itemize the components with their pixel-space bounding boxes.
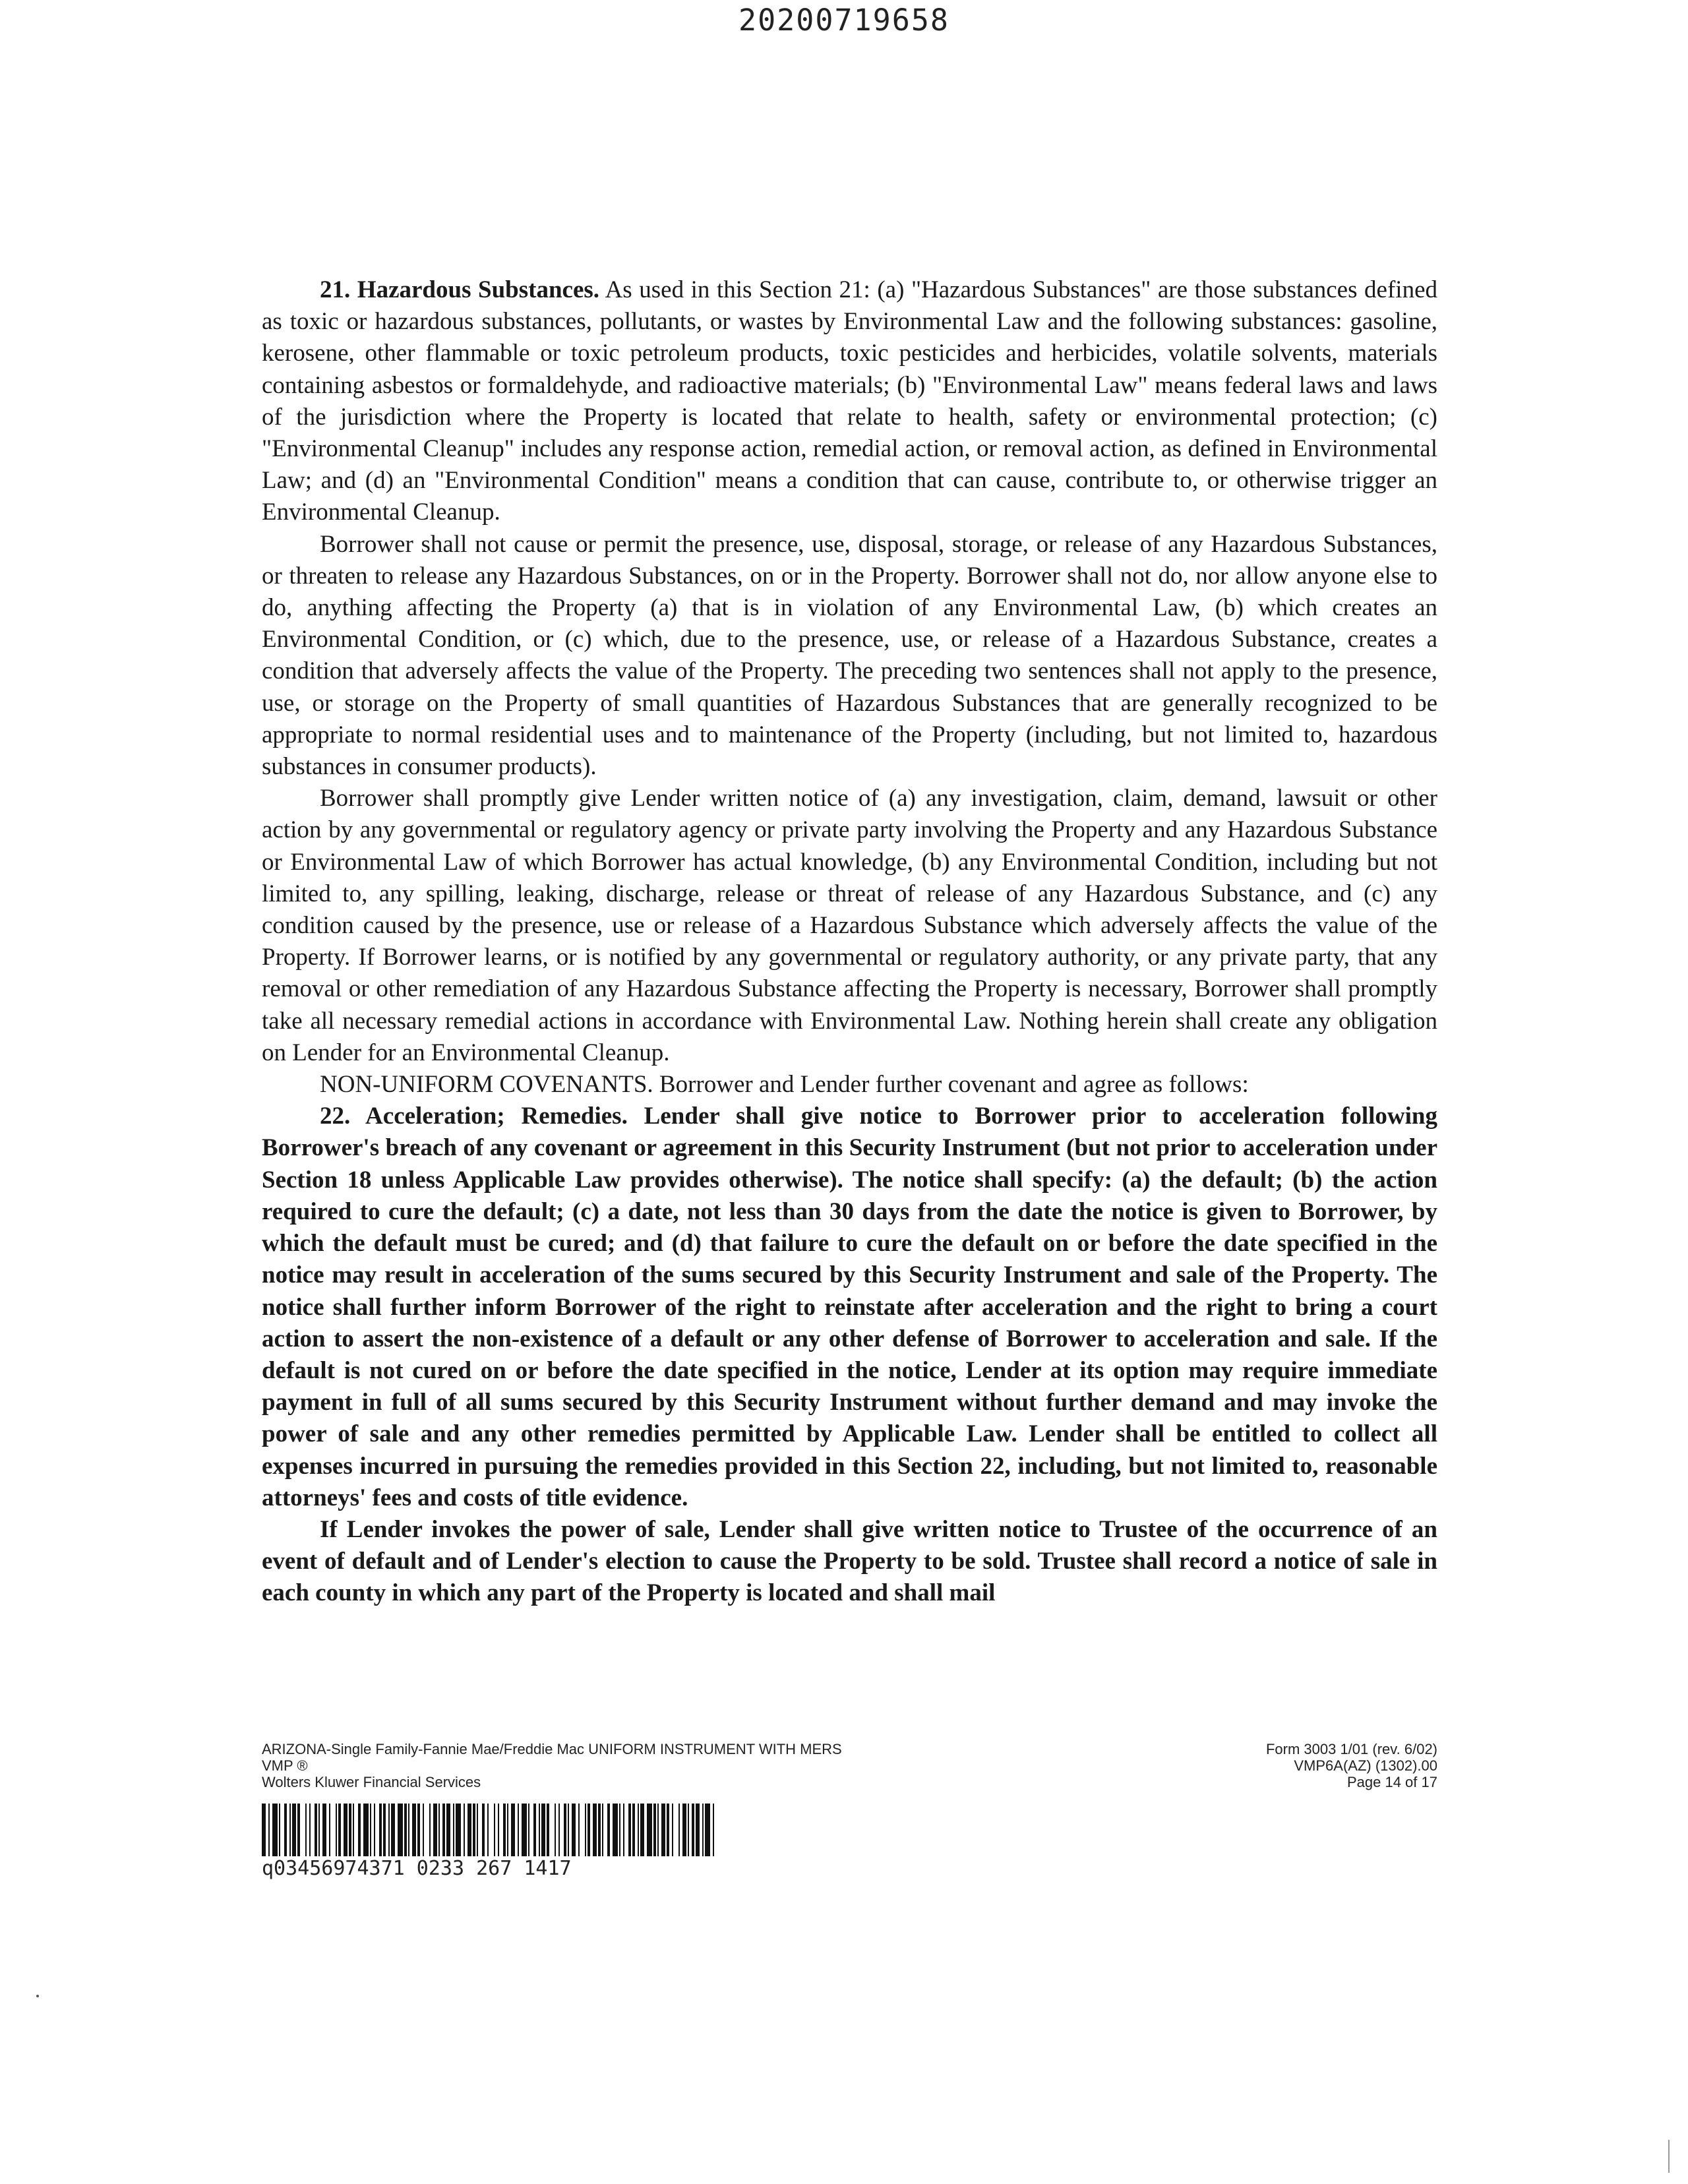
- document-body: [262, 274, 1437, 1610]
- footer-form-number: [989, 1741, 1437, 1790]
- barcode-icon: [262, 1804, 717, 1856]
- recording-number: 20200719658: [738, 3, 950, 38]
- footer-form-id: Form 3003 1/01 (rev. 6/02): [1265, 1741, 1437, 1757]
- section-21-paragraph-2: Borrower shall not cause or permit the presence, use, disposal, storage, or release of any Hazardous Substances, or threaten to release any Hazardous Substances, on or in the Property. Borrower shall not do, nor allow anyone else to do, anything affecting the Property (a) that is in violation of any Environmental Law, (b) which creates an Environmental Condition, or (c) which, due to the presence, use, or release of a Hazardous Substance, creates a condition that adversely affects the value of the Property. The preceding two sentences shall not apply to the presence, use, or storage on the Property of small quantities of Hazardous Substances that are generally recognized to be appropriate to normal residential uses and to maintenance of the Property (including, but not limited to, hazardous substances in consumer products).: [262, 530, 1437, 781]
- section-21-paragraph-1: [262, 274, 1437, 529]
- footer-form-title: ARIZONA-Single Family-Fannie Mae/Freddie Mac UNIFORM INSTRUMENT WITH MERS: [262, 1741, 842, 1757]
- footer-page-number: Page 14 of 17: [1346, 1774, 1437, 1790]
- scan-artifact-mark: [1668, 2140, 1670, 2173]
- scan-artifact-dot: [36, 1995, 39, 1997]
- section-22-paragraph-1: 22. Acceleration; Remedies. Lender shall give notice to Borrower prior to acceleration following Borrower's breach of any covenant or agreement in this Security Instrument (but not prior to acceleration under Section 18 unless Applicable Law provides otherwise). The notice shall specify: (a) the default; (b) the action required to cure the default; (c) a date, not less than 30 days from the date the notice is given to Borrower, by which the default must be cured; and (d) that failure to cure the default on or before the date specified in the notice may result in acceleration of the sums secured by this Security Instrument and sale of the Property. The notice shall further inform Borrower of the right to reinstate after acceleration and the right to bring a court action to assert the non-existence of a default or any other defense of Borrower to acceleration and sale. If the default is not cured on or before the date specified in the notice, Lender at its option may require immediate payment in full of all sums secured by this Security Instrument without further demand and may invoke the power of sale and any other remedies permitted by Applicable Law. Lender shall be entitled to collect all expenses incurred in pursuing the remedies provided in this Section 22, including, but not limited to, reasonable attorneys' fees and costs of title evidence.: [262, 1103, 1437, 1511]
- section-21-text-1: As used in this Section 21: (a) "Hazardous Substances" are those substances defined as toxic or hazardous substances, pollutants, or wastes by Environmental Law and the following substances: gasoline, kerosene, other flammable or toxic petroleum products, toxic pesticides and herbicides, volatile solvents, materials containing asbestos or formaldehyde, and radioactive materials; (b) "Environmental Law" means federal laws and laws of the jurisdiction where the Property is located that relate to health, safety or environmental protection; (c) "Environmental Cleanup" includes any response action, remedial action, or removal action, as defined in Environmental Law; and (d) an "Environmental Condition" means a condition that can cause, contribute to, or otherwise trigger an Environmental Cleanup.: [262, 276, 1437, 526]
- footer-form-info: [262, 1741, 842, 1790]
- non-uniform-covenants: NON-UNIFORM COVENANTS. Borrower and Lender further covenant and agree as follows:: [320, 1071, 1249, 1099]
- section-21-paragraph-3: Borrower shall promptly give Lender written notice of (a) any investigation, claim, demand, lawsuit or other action by any governmental or regulatory agency or private party involving the Property and any Hazardous Substance or Environmental Law of which Borrower has actual knowledge, (b) any Environmental Condition, including but not limited to, any spilling, leaking, discharge, release or threat of release of any Hazardous Substance, and (c) any condition caused by the presence, use or release of a Hazardous Substance which adversely affects the value of the Property. If Borrower learns, or is notified by any governmental or regulatory authority, or any private party, that any removal or other remediation of any Hazardous Substance affecting the Property is necessary, Borrower shall promptly take all necessary remedial actions in accordance with Environmental Law. Nothing herein shall create any obligation on Lender for an Environmental Cleanup.: [262, 785, 1437, 1066]
- section-21-heading: 21. Hazardous Substances.: [320, 276, 600, 303]
- barcode-number: q03456974371 0233 267 1417: [262, 1857, 572, 1880]
- section-22-paragraph-2: If Lender invokes the power of sale, Lender shall give written notice to Trustee of the occurrence of an event of default and of Lender's election to cause the Property to be sold. Trustee shall record a notice of sale in each county in which any part of the Property is located and shall mail: [262, 1515, 1437, 1607]
- footer-vmp: VMP ®: [262, 1757, 308, 1774]
- footer-vmp-code: VMP6A(AZ) (1302).00: [1294, 1757, 1437, 1774]
- footer-publisher: Wolters Kluwer Financial Services: [262, 1774, 481, 1790]
